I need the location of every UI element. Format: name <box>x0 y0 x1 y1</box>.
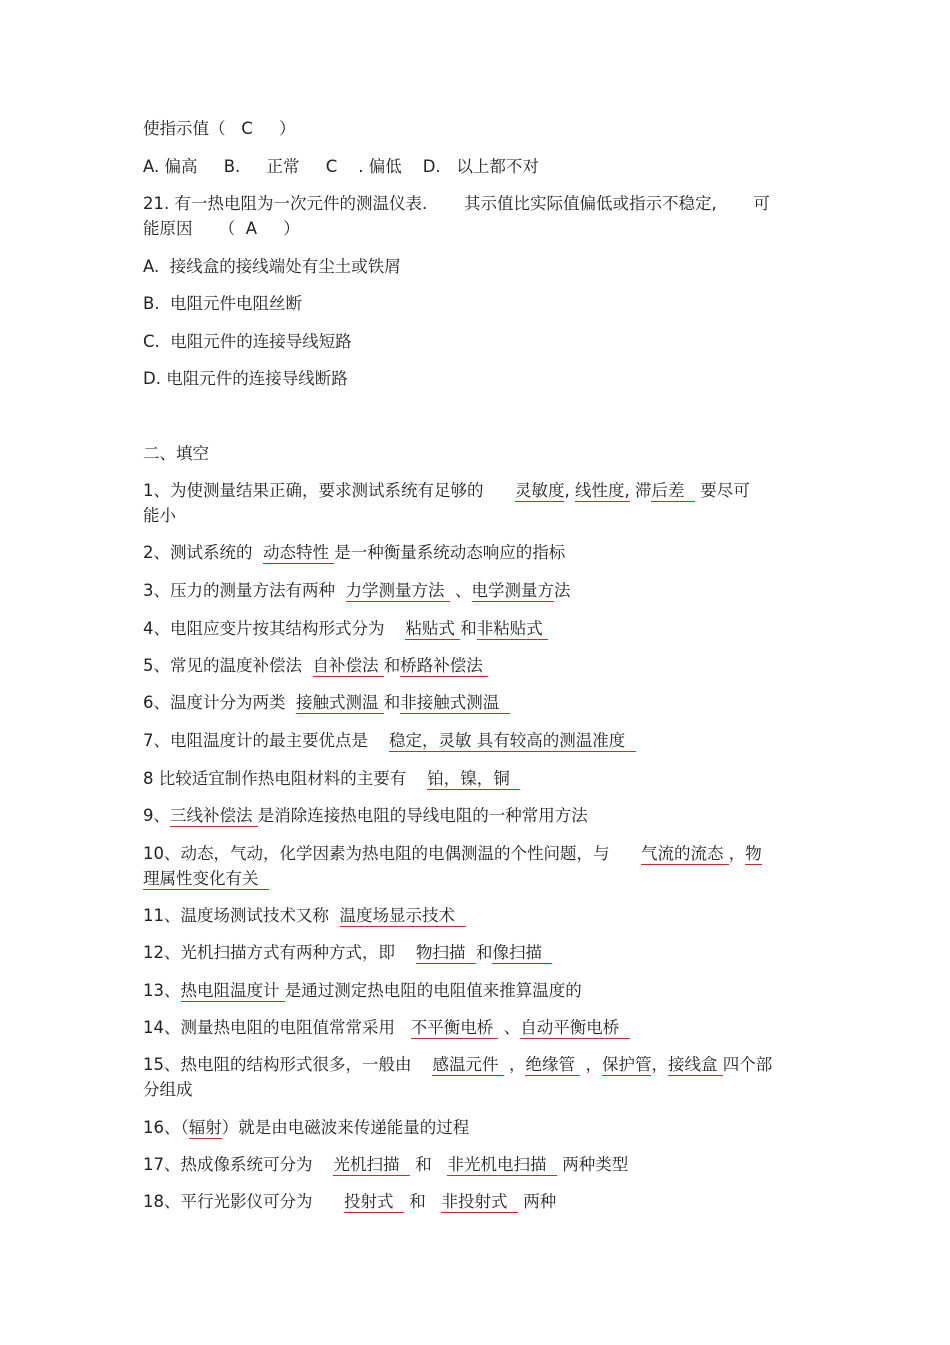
answer: 动态特性 <box>263 543 335 562</box>
answer: 保护管 <box>601 1055 652 1074</box>
fill-item-10-cont <box>143 867 269 891</box>
text: 是通过测定热电阻的电阻值来推算温度的 <box>284 981 582 1000</box>
fill-item-5 <box>143 654 488 678</box>
fill-item-12 <box>143 941 552 965</box>
fill-item-17 <box>143 1153 628 1177</box>
text: 9、 <box>143 806 170 825</box>
text: 和 <box>383 693 401 712</box>
answer: 非光机电扫描 <box>447 1155 557 1174</box>
q21-option-b: B. 电阻元件电阻丝断 <box>143 294 303 313</box>
answer: 投射式 <box>343 1192 404 1211</box>
q20-options: A. 偏高 B. 正常 C . 偏低 D. 以上都不对 <box>143 157 539 176</box>
fill-item-1 <box>143 479 750 503</box>
fill-item-8 <box>143 767 520 791</box>
text: 15、热电阻的结构形式很多，一般由 <box>143 1055 433 1074</box>
answer: 非投射式 <box>441 1192 518 1211</box>
text: 和 <box>475 943 493 962</box>
text: 滞 <box>629 481 652 500</box>
text: 10、动态，气动，化学因素为热电阻的电偶测温的个性问题，与 <box>143 844 641 863</box>
answer: 温度场显示技术 <box>339 906 466 925</box>
text: 18、平行光影仪可分为 <box>143 1192 344 1211</box>
q21-option-c: C. 电阻元件的连接导线短路 <box>143 332 352 351</box>
answer: 不平衡电桥 <box>410 1018 499 1037</box>
answer: 绝缘管 <box>525 1055 581 1074</box>
answer: 三线补偿法 <box>170 806 258 825</box>
fill-item-1-cont: 能小 <box>143 506 176 525</box>
text: 16、（ <box>143 1118 189 1137</box>
text: 和 <box>403 1192 442 1211</box>
fill-item-9 <box>143 804 588 828</box>
answer: 电学测量方 <box>471 581 554 600</box>
text: 要尽可 <box>694 481 750 500</box>
text: 13、 <box>143 981 181 1000</box>
text: 2、测试系统的 <box>143 543 263 562</box>
answer: 热电阻温度计 <box>180 981 285 1000</box>
text: 12、光机扫描方式有两种方式，即 <box>143 943 416 962</box>
answer: 光机扫描 <box>333 1155 410 1174</box>
text: 1、为使测量结果正确，要求测试系统有足够的 <box>143 481 515 500</box>
text: 和 <box>460 619 477 638</box>
text: 11、温度场测试技术又称 <box>143 906 340 925</box>
text: 是一种衡量系统动态响应的指标 <box>334 543 566 562</box>
q21-line2: 能原因 （ A ） <box>143 219 300 238</box>
fill-item-4 <box>143 617 548 641</box>
answer: 后差 <box>651 481 695 500</box>
text: 、 <box>449 581 472 600</box>
text: 6、温度计分为两类 <box>143 693 296 712</box>
answer: 理属性变化有关 <box>143 869 269 888</box>
answer: 非接触式测温 <box>400 693 510 712</box>
answer: 气流的流态 <box>640 844 729 863</box>
answer: 自补偿法 <box>312 656 384 675</box>
text: 是消除连接热电阻的导线电阻的一种常用方法 <box>257 806 588 825</box>
text: 7、电阻温度计的最主要优点是 <box>143 731 389 750</box>
fill-item-11 <box>143 904 466 928</box>
fill-item-6 <box>143 691 510 715</box>
fill-item-14 <box>143 1016 630 1040</box>
fill-item-18 <box>143 1190 556 1214</box>
answer: 桥路补偿法 <box>400 656 488 675</box>
fill-item-10 <box>143 842 762 866</box>
fill-item-13 <box>143 979 582 1003</box>
q21-option-d: D. 电阻元件的连接导线断路 <box>143 369 348 388</box>
text: 两种 <box>517 1192 557 1211</box>
answer: 物扫描 <box>415 943 476 962</box>
text: ）就是由电磁波来传递能量的过程 <box>221 1118 470 1137</box>
answer: 铂，镍，铜 <box>427 769 521 788</box>
text: 17、热成像系统可分为 <box>143 1155 334 1174</box>
text: 四个部 <box>722 1055 773 1074</box>
q21-line1: 21. 有一热电阻为一次元件的测温仪表. 其示值比实际值偏低或指示不稳定, 可 <box>143 194 770 213</box>
answer: 稳定，灵敏 具有较高的测温准度 <box>388 731 636 750</box>
fill-item-15 <box>143 1053 772 1077</box>
fill-item-2 <box>143 541 565 565</box>
answer: 力学测量方法 <box>345 581 450 600</box>
answer: 辐射 <box>188 1118 222 1137</box>
text: 、 <box>498 1018 521 1037</box>
text: ， <box>503 1055 526 1074</box>
answer: 粘贴式 <box>405 619 461 638</box>
text: , <box>564 481 575 500</box>
text: 法 <box>554 581 571 600</box>
text: 3、压力的测量方法有两种 <box>143 581 346 600</box>
q20-tail: 使指示值（ C ） <box>143 119 296 138</box>
fill-item-7 <box>143 729 636 753</box>
fill-item-3 <box>143 579 571 603</box>
text: 和 <box>383 656 401 675</box>
text: ， <box>728 844 746 863</box>
answer: 像扫描 <box>492 943 553 962</box>
text: 4、电阻应变片按其结构形式分为 <box>143 619 406 638</box>
fill-item-16 <box>143 1116 469 1140</box>
answer: 非粘贴式 <box>476 619 548 638</box>
text: ， <box>580 1055 602 1074</box>
answer: 感温元件 <box>432 1055 504 1074</box>
text: 和 <box>409 1155 448 1174</box>
q21-option-a: A. 接线盒的接线端处有尘土或铁屑 <box>143 257 401 276</box>
text: 两种类型 <box>556 1155 629 1174</box>
answer: 线性度, <box>574 481 630 500</box>
text: ， <box>651 1055 668 1074</box>
text: 14、测量热电阻的电阻值常常采用 <box>143 1018 411 1037</box>
answer: 接线盒 <box>667 1055 723 1074</box>
section-title: 二、填空 <box>143 444 209 463</box>
answer: 自动平衡电桥 <box>520 1018 630 1037</box>
answer: 物 <box>745 844 762 863</box>
answer: 灵敏度 <box>514 481 565 500</box>
answer: 接触式测温 <box>296 693 384 712</box>
fill-item-15-cont: 分组成 <box>143 1080 193 1099</box>
text: 8 比较适宜制作热电阻材料的主要有 <box>143 769 428 788</box>
text: 5、常见的温度补偿法 <box>143 656 313 675</box>
